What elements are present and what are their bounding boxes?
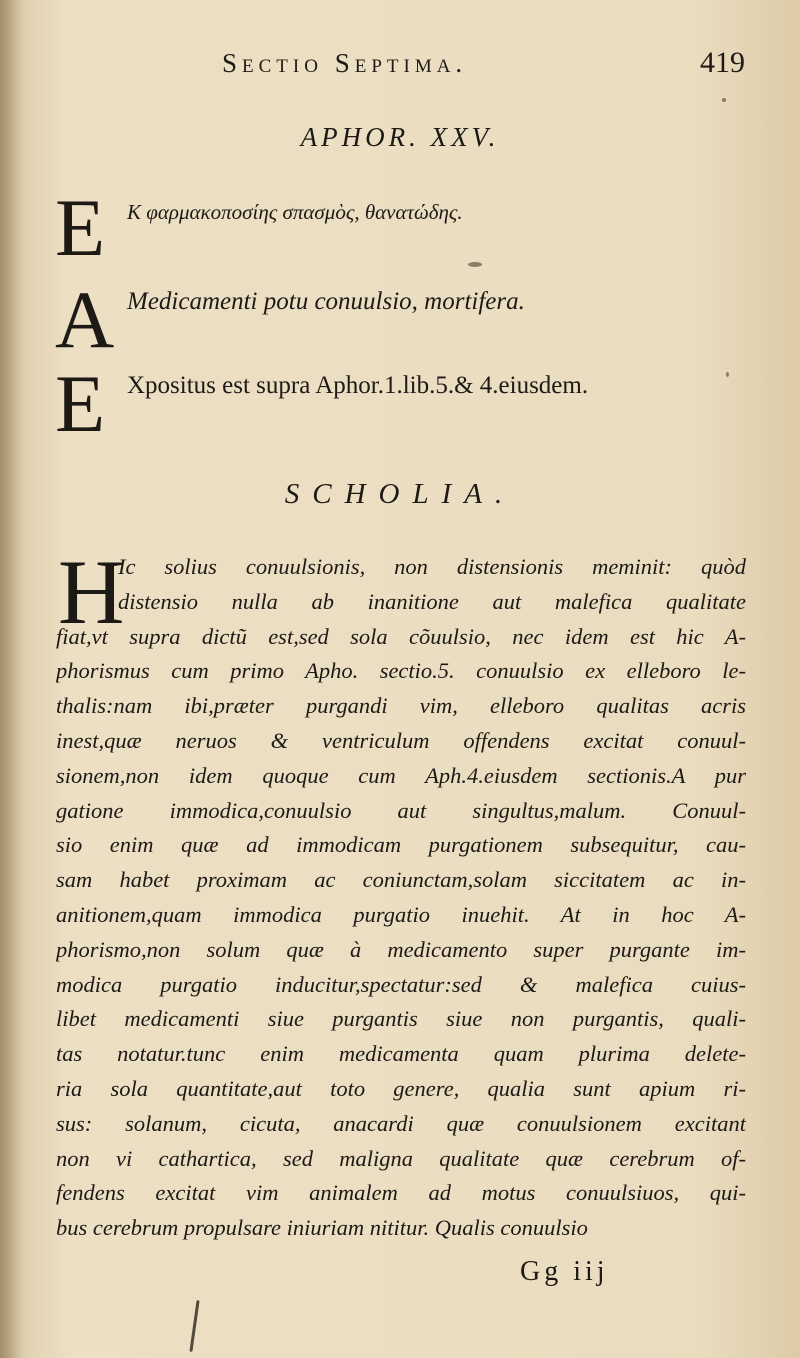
text-line: thalis:nam ibi,præter purgandi vim, elleboro qualitas acris — [56, 693, 746, 719]
latin-aphorism — [55, 274, 775, 365]
scholia-heading: SCHOLIA. — [284, 478, 516, 510]
greek-initial: E — [55, 182, 106, 273]
text-line: distensio nulla ab inanitione aut malefica qualitate — [118, 588, 746, 614]
text-line: anitionem,quam immodica purgatio inuehit. At in hoc A- — [56, 901, 746, 927]
section-title: Sectio Septima. — [222, 48, 468, 78]
ink-speck — [722, 98, 726, 102]
text-line: sionem,non idem quoque cum Aph.4.eiusdem sectionis.A pur — [56, 762, 746, 788]
commentary-initial: E — [55, 358, 106, 449]
text-line: fiat,vt supra dictũ est,sed sola cõuulsio, nec idem est hic A- — [56, 623, 746, 649]
text-line: sio enim quæ ad immodicam purgationem subsequitur, cau- — [56, 832, 746, 858]
gutter-shadow — [0, 0, 22, 1358]
text-line: gatione immodica,conuulsio aut singultus,malum. Conuul- — [56, 797, 746, 823]
text-line: phorismo,non solum quæ à medicamento super purgante im- — [56, 936, 746, 962]
text-line: ria sola quantitate,aut toto genere, qualia sunt apium ri- — [56, 1075, 746, 1101]
greek-text: Κ φαρμακοποσίης σπασμὸς, θανατώδης. — [127, 200, 463, 224]
running-head — [0, 44, 800, 88]
commentary — [55, 358, 775, 449]
text-line: non vi cathartica, sed maligna qualitate quæ cerebrum of- — [56, 1145, 746, 1171]
text-line: sam habet proximam ac coniunctam,solam siccitatem ac in- — [56, 867, 746, 893]
text-line: modica purgatio inducitur,spectatur:sed & malefica cuius- — [56, 971, 746, 997]
pen-mark — [189, 1300, 199, 1352]
latin-initial: A — [55, 274, 115, 365]
text-line: phorismus cum primo Apho. sectio.5. conuulsio ex elleboro le- — [56, 658, 746, 684]
signature-mark: Gg iij — [520, 1256, 609, 1287]
page-number: 419 — [700, 46, 745, 79]
text-line: bus cerebrum propulsare iniuriam nititur. Qualis conuulsio — [56, 1215, 588, 1241]
text-line: inest,quæ neruos & ventriculum offendens excitat conuul- — [56, 727, 746, 753]
greek-aphorism — [55, 182, 775, 273]
aphorism-heading: APHOR. XXV. — [300, 122, 500, 152]
text-line: libet medicamenti siue purgantis siue non purgantis, quali- — [56, 1006, 746, 1032]
text-line: tas notatur.tunc enim medicamenta quam plurima delete- — [56, 1041, 746, 1067]
scholia-body — [56, 541, 746, 1246]
text-line: sus: solanum, cicuta, anacardi quæ conuulsionem excitant — [56, 1110, 746, 1136]
scholia-initial: H — [58, 541, 125, 643]
text-line: Ic solius conuulsionis, non distensionis meminit: quòd — [118, 554, 746, 579]
latin-text: Medicamenti potu conuulsio, mortifera. — [127, 288, 525, 315]
ink-speck — [726, 372, 729, 377]
commentary-text: Xpositus est supra Aphor.1.lib.5.& 4.eiusdem. — [127, 372, 589, 399]
ink-speck — [468, 262, 482, 267]
text-line: fendens excitat vim animalem ad motus conuulsiuos, qui- — [56, 1180, 746, 1206]
